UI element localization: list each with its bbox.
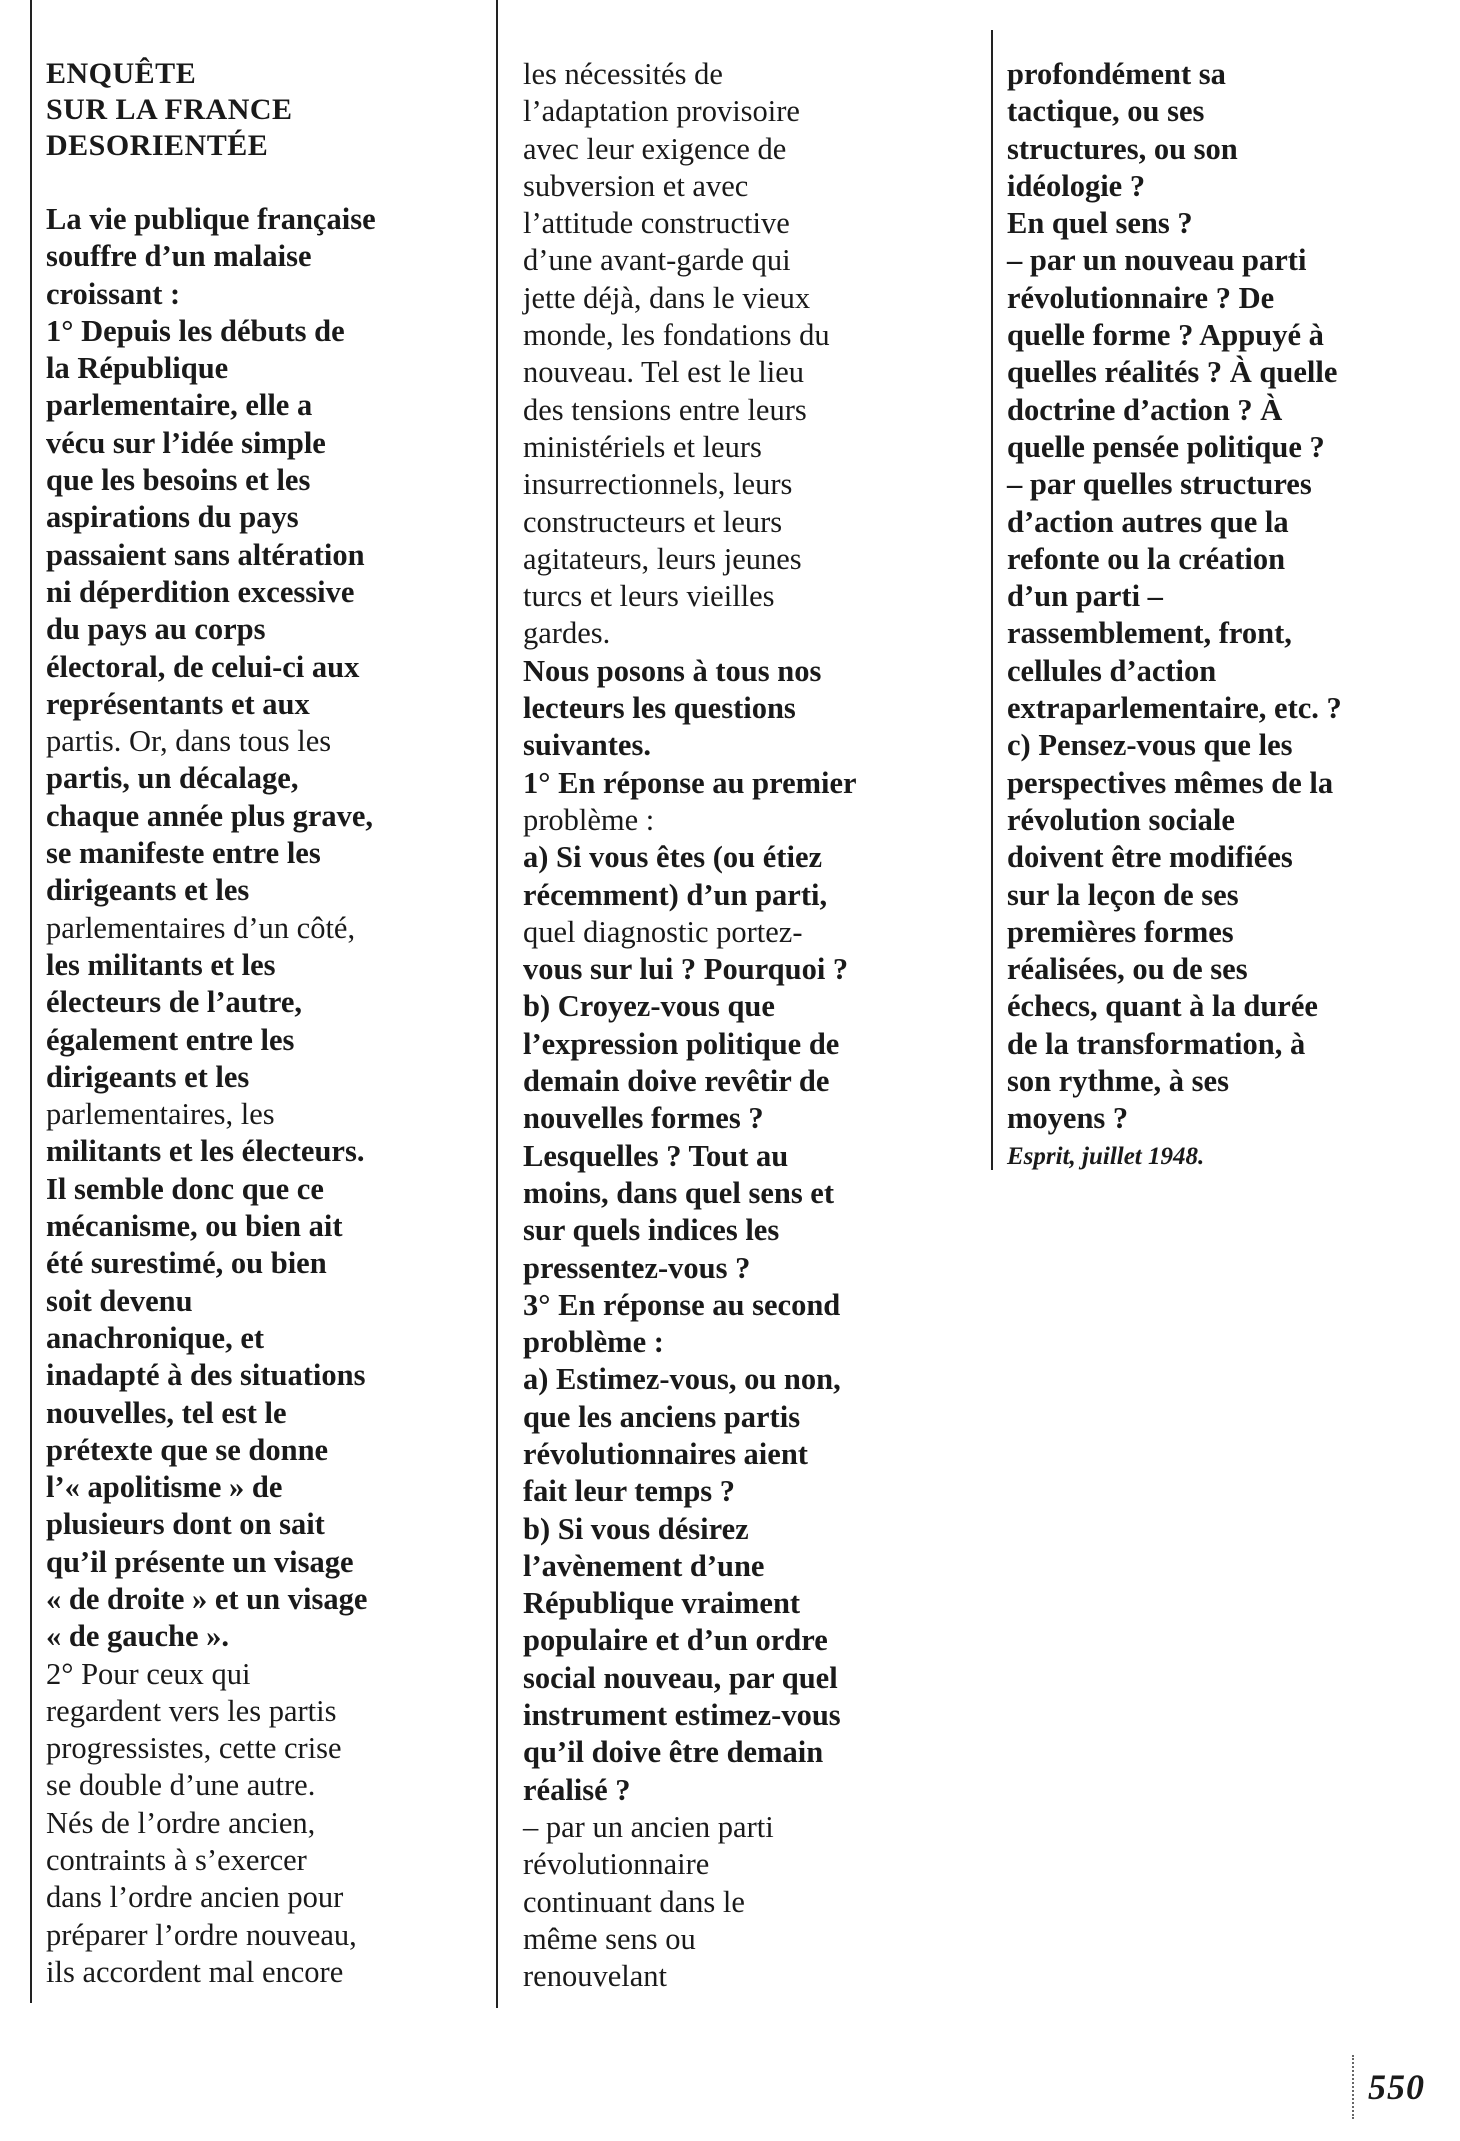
article-heading [46,56,486,164]
text-line: électeurs de l’autre, [46,985,303,1020]
text-line: a) Si vous êtes (ou étiez [523,840,823,875]
text-line: République vraiment [523,1586,801,1621]
text-line: mécanisme, ou bien ait [46,1209,343,1244]
text-line: 1° Depuis les débuts de [46,313,345,348]
text-line: refonte ou la création [1007,541,1286,576]
text-line: monde, les fondations du [523,318,830,353]
text-line: c) Pensez-vous que les [1007,728,1293,763]
text-line: ni déperdition excessive [46,574,355,609]
text-line: premières formes [1007,914,1234,949]
text-line: réalisé ? [523,1772,631,1807]
text-line: nouvelles formes ? [523,1101,764,1136]
text-line: partis. Or, dans tous les [46,724,332,759]
text-line: d’un parti – [1007,579,1163,614]
text-line: son rythme, à ses [1007,1064,1229,1099]
text-line: instrument estimez-vous [523,1698,841,1733]
text-line: b) Si vous désirez [523,1511,749,1546]
text-line: parlementaire, elle a [46,388,313,423]
article-column-2 [523,56,973,1995]
text-line: prétexte que se donne [46,1432,329,1467]
column-2-text [523,56,973,1995]
text-line: représentants et aux [46,686,310,721]
text-line: moins, dans quel sens et [523,1175,835,1210]
text-line: quelles réalités ? À quelle [1007,355,1338,390]
text-line: que les besoins et les [46,463,311,498]
text-line: d’une avant-garde qui [523,243,791,278]
text-line: vécu sur l’idée simple [46,425,326,460]
column-1-text [46,201,486,1991]
text-line: subversion et avec [523,168,749,203]
source-citation: Esprit, juillet 1948. [1007,1142,1205,1170]
text-line: plusieurs dont on sait [46,1507,325,1542]
column-divider-1 [496,0,498,2008]
text-line: « de gauche ». [46,1619,229,1654]
text-line: anachronique, et [46,1320,265,1355]
text-line: également entre les [46,1022,295,1057]
text-line: « de droite » et un visage [46,1581,368,1616]
text-line: problème : [523,802,655,837]
text-line: extraparlementaire, etc. ? [1007,691,1342,726]
text-line: moyens ? [1007,1101,1129,1136]
text-line: militants et les électeurs. [46,1134,365,1169]
text-line: parlementaires d’un côté, [46,910,356,945]
text-line: sur quels indices les [523,1213,780,1248]
text-line: – par un ancien parti [523,1809,774,1844]
text-line: vous sur lui ? Pourquoi ? [523,952,849,987]
heading-line-3: DESORIENTÉE [46,129,269,162]
text-line: révolutionnaire ? De [1007,280,1275,315]
text-line: regardent vers les partis [46,1693,337,1728]
text-line: parlementaires, les [46,1097,275,1132]
text-line: jette déjà, dans le vieux [523,280,811,315]
text-line: pressentez-vous ? [523,1250,751,1285]
text-line: perspectives mêmes de la [1007,765,1334,800]
text-line: dirigeants et les [46,1059,250,1094]
text-line: En quel sens ? [1007,206,1193,241]
text-line: social nouveau, par quel [523,1660,838,1695]
column-3-text [1007,56,1447,1138]
text-line: passaient sans altération [46,537,365,572]
text-line: de la transformation, à [1007,1026,1306,1061]
text-line: populaire et d’un ordre [523,1623,828,1658]
text-line: quel diagnostic portez- [523,914,803,949]
text-line: l’avènement d’une [523,1548,765,1583]
text-line: des tensions entre leurs [523,392,807,427]
text-line: rassemblement, front, [1007,616,1292,651]
text-line: progressistes, cette crise [46,1731,342,1766]
text-line: nouvelles, tel est le [46,1395,287,1430]
text-line: idéologie ? [1007,168,1146,203]
text-line: cellules d’action [1007,653,1217,688]
text-line: structures, ou son [1007,131,1238,166]
text-line: quelle forme ? Appuyé à [1007,318,1324,353]
text-line: Lesquelles ? Tout au [523,1138,789,1173]
text-line: contraints à s’exercer [46,1843,307,1878]
text-line: avec leur exigence de [523,131,787,166]
text-line: agitateurs, leurs jeunes [523,541,802,576]
text-line: du pays au corps [46,612,266,647]
text-line: l’« apolitisme » de [46,1470,283,1505]
heading-line-1: ENQUÊTE [46,57,197,90]
text-line: partis, un décalage, [46,761,299,796]
text-line: ministériels et leurs [523,429,762,464]
text-line: b) Croyez-vous que [523,989,775,1024]
text-line: réalisées, ou de ses [1007,952,1248,987]
text-line: inadapté à des situations [46,1358,366,1393]
folio-dotted-rule [1352,2055,1354,2119]
text-line: dans l’ordre ancien pour [46,1880,344,1915]
heading-line-2: SUR LA FRANCE [46,93,293,126]
text-line: tactique, ou ses [1007,94,1205,129]
text-line: lecteurs les questions [523,691,796,726]
text-line: souffre d’un malaise [46,239,312,274]
text-line: croissant : [46,276,181,311]
article-column-3 [1007,56,1447,1175]
text-line: – par un nouveau parti [1007,243,1307,278]
text-line: 3° En réponse au second [523,1287,841,1322]
text-line: ils accordent mal encore [46,1954,344,1989]
text-line: constructeurs et leurs [523,504,783,539]
text-line: révolutionnaire [523,1847,710,1882]
text-line: qu’il présente un visage [46,1544,354,1579]
page-number: 550 [1368,2067,1425,2107]
text-line: se double d’une autre. [46,1768,316,1803]
column-divider-2 [991,30,993,1170]
text-line: révolutionnaires aient [523,1436,808,1471]
text-line: sur la leçon de ses [1007,877,1239,912]
text-line: demain doive revêtir de [523,1064,830,1099]
text-line: insurrectionnels, leurs [523,467,793,502]
left-margin-rule [30,0,32,2003]
text-line: profondément sa [1007,57,1226,91]
text-line: renouvelant [523,1959,667,1994]
text-line: électoral, de celui-ci aux [46,649,360,684]
text-line: Nés de l’ordre ancien, [46,1805,316,1840]
text-line: doivent être modifiées [1007,840,1293,875]
text-line: révolution sociale [1007,802,1235,837]
text-line: chaque année plus grave, [46,798,374,833]
text-line: se manifeste entre les [46,836,321,871]
text-line: échecs, quant à la durée [1007,989,1318,1024]
text-line: 2° Pour ceux qui [46,1656,251,1691]
text-line: a) Estimez-vous, ou non, [523,1362,841,1397]
text-line: l’expression politique de [523,1026,840,1061]
text-line: Nous posons à tous nos [523,653,822,688]
text-line: – par quelles structures [1007,467,1312,502]
text-line: préparer l’ordre nouveau, [46,1917,357,1952]
text-line: même sens ou [523,1921,696,1956]
text-line: les nécessités de [523,57,723,91]
text-line: fait leur temps ? [523,1474,736,1509]
text-line: été surestimé, ou bien [46,1246,327,1281]
article-column-1 [46,56,486,1991]
text-line: Il semble donc que ce [46,1171,324,1206]
text-line: problème : [523,1325,664,1360]
text-line: quelle pensée politique ? [1007,429,1325,464]
text-line: d’action autres que la [1007,504,1289,539]
text-line: La vie publique française [46,202,376,236]
text-line: continuant dans le [523,1884,745,1919]
text-line: qu’il doive être demain [523,1735,824,1770]
text-line: l’attitude constructive [523,206,790,241]
text-line: suivantes. [523,728,651,763]
text-line: nouveau. Tel est le lieu [523,355,805,390]
text-line: soit devenu [46,1283,193,1318]
text-line: récemment) d’un parti, [523,877,828,912]
text-line: l’adaptation provisoire [523,94,800,129]
text-line: gardes. [523,616,611,651]
text-line: doctrine d’action ? À [1007,392,1283,427]
text-line: la République [46,351,229,386]
text-line: que les anciens partis [523,1399,801,1434]
text-line: dirigeants et les [46,873,250,908]
text-line: turcs et leurs vieilles [523,579,775,614]
text-line: 1° En réponse au premier [523,765,857,800]
text-line: aspirations du pays [46,500,299,535]
text-line: les militants et les [46,947,276,982]
